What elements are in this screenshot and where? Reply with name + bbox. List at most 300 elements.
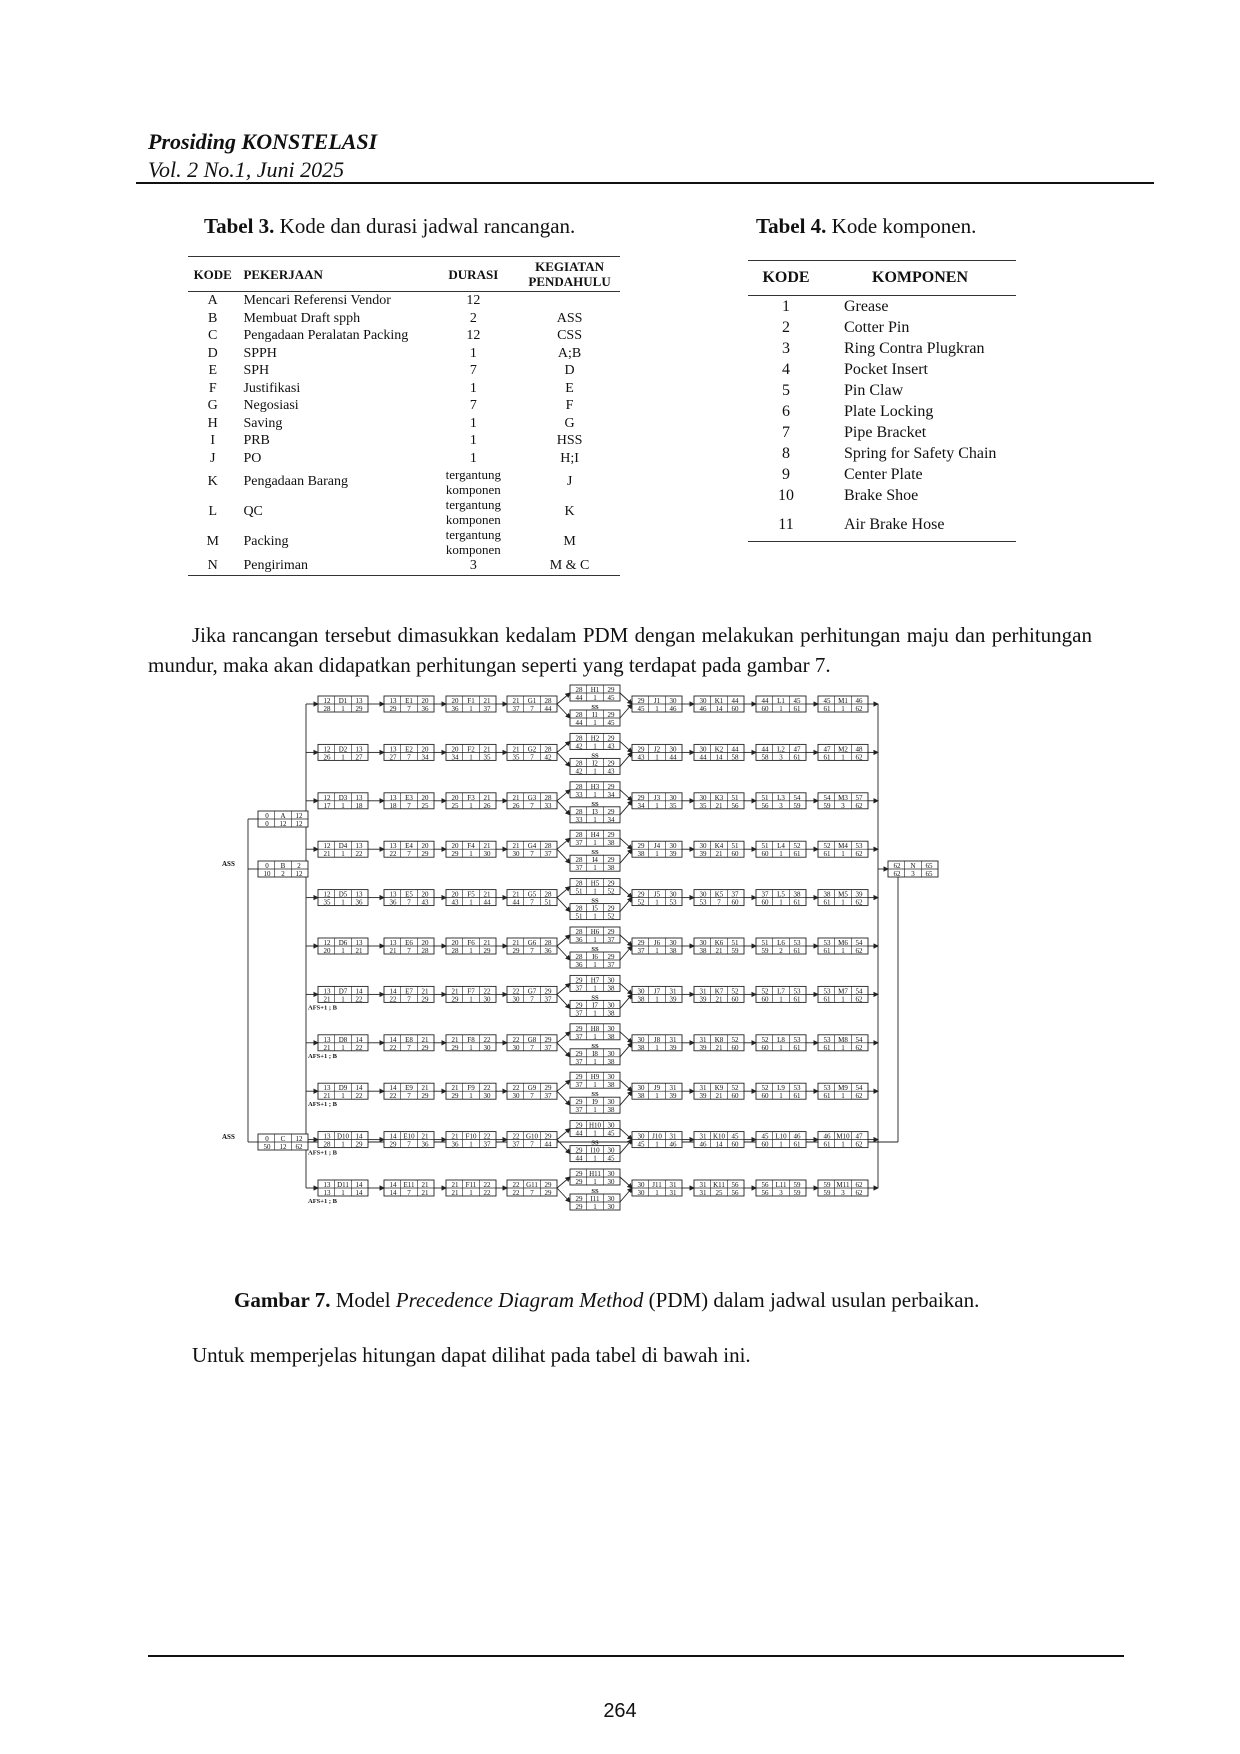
pdm-node-value: M5 bbox=[838, 890, 848, 899]
pdm-node-value: 26 bbox=[512, 801, 520, 810]
pdm-arrow bbox=[557, 1177, 570, 1188]
pdm-node-value: 38 bbox=[823, 890, 831, 899]
pdm-node-L bbox=[756, 841, 806, 858]
pdm-node-K bbox=[694, 890, 744, 907]
pdm-node-value: 21 bbox=[512, 697, 520, 705]
pdm-node-value: 37 bbox=[575, 1057, 583, 1066]
pdm-node-value: 21 bbox=[451, 1181, 459, 1189]
pdm-node-value: 1 bbox=[779, 1043, 783, 1052]
pdm-node-value: 12 bbox=[323, 793, 331, 802]
table3-cell: A;B bbox=[557, 345, 582, 361]
pdm-node-value: 42 bbox=[575, 767, 583, 776]
pdm-node-M bbox=[818, 1083, 868, 1100]
pdm-node-value: 21 bbox=[323, 1092, 331, 1101]
pdm-node-value: 7 bbox=[407, 1043, 411, 1052]
pdm-node-G bbox=[507, 1083, 557, 1100]
table4-cell: Pin Claw bbox=[844, 382, 904, 399]
pdm-node-value: G2 bbox=[527, 745, 537, 754]
table-row bbox=[188, 380, 620, 398]
pdm-node-value: 12 bbox=[323, 842, 331, 851]
pdm-arrow bbox=[557, 849, 570, 863]
table-row bbox=[188, 362, 620, 380]
pdm-node-value: 51 bbox=[761, 842, 769, 851]
pdm-node-value: 26 bbox=[483, 801, 491, 810]
table3-cell: 7 bbox=[469, 398, 477, 413]
pdm-node-value: 27 bbox=[355, 753, 363, 762]
pdm-node-value: 21 bbox=[389, 947, 397, 955]
pdm-node-value: 28 bbox=[544, 745, 552, 754]
pdm-node-value: 38 bbox=[793, 890, 801, 899]
pdm-node-E bbox=[384, 1180, 434, 1197]
pdm-node-M bbox=[818, 1035, 868, 1052]
pdm-node-value: 13 bbox=[389, 939, 397, 947]
pdm-node-value: 12 bbox=[295, 820, 303, 828]
pdm-arrow bbox=[557, 898, 570, 912]
pdm-node-value: 1 bbox=[341, 1043, 345, 1052]
pdm-node-value: 21 bbox=[451, 1189, 459, 1197]
pdm-node-value: 62 bbox=[855, 850, 863, 859]
pdm-node-value: 39 bbox=[855, 890, 863, 899]
table4-cell: Brake Shoe bbox=[844, 487, 919, 504]
pdm-node-value: 21 bbox=[483, 890, 491, 899]
pdm-node-value: 25 bbox=[715, 1189, 723, 1197]
pdm-node-value: D7 bbox=[338, 987, 348, 996]
pdm-node-value: 3 bbox=[779, 753, 783, 762]
table3-header-0: KODE bbox=[188, 257, 237, 292]
pdm-node-value: 1 bbox=[341, 898, 345, 907]
pdm-node-value: J10 bbox=[652, 1132, 662, 1141]
table3-cell: F bbox=[565, 398, 574, 413]
pdm-arrow bbox=[620, 1091, 632, 1105]
pdm-node-value: 21 bbox=[323, 995, 331, 1004]
pdm-node-L bbox=[756, 986, 806, 1003]
table4-cell: Pocket Insert bbox=[844, 361, 928, 378]
pdm-node-F bbox=[446, 1132, 496, 1149]
pdm-node-F bbox=[446, 793, 496, 810]
pdm-ass-label: ASS bbox=[222, 1133, 235, 1141]
pdm-node-value: 17 bbox=[323, 801, 331, 810]
pdm-node-value: 1 bbox=[655, 995, 659, 1004]
pdm-node-value: 38 bbox=[607, 1057, 615, 1066]
pdm-node-value: 29 bbox=[607, 904, 615, 913]
table3-cell: HSS bbox=[556, 433, 583, 448]
pdm-node-value: 44 bbox=[731, 745, 739, 754]
pdm-node-value: H10 bbox=[588, 1121, 602, 1130]
pdm-node-value: 61 bbox=[793, 1043, 801, 1052]
pdm-node-value: 50 bbox=[263, 1143, 271, 1151]
pdm-ss-label: SS bbox=[591, 1188, 599, 1195]
pdm-node-M bbox=[818, 841, 868, 858]
pdm-node-value: I6 bbox=[592, 953, 598, 961]
pdm-arrow bbox=[620, 887, 632, 898]
pdm-node-value: 56 bbox=[731, 1189, 739, 1197]
figure7-caption-italic: Precedence Diagram Method bbox=[395, 1288, 644, 1312]
pdm-node-value: 28 bbox=[323, 1140, 331, 1149]
pdm-node-E bbox=[384, 986, 434, 1003]
pdm-node-value: 43 bbox=[451, 898, 459, 907]
pdm-node-value: 37 bbox=[544, 1043, 552, 1052]
pdm-node-value: 12 bbox=[323, 939, 331, 947]
pdm-node-value: 44 bbox=[544, 705, 552, 713]
pdm-node-value: 52 bbox=[761, 1084, 769, 1093]
paragraph-1 bbox=[148, 620, 1092, 680]
pdm-node-value: 14 bbox=[389, 1181, 397, 1189]
pdm-node-value: 39 bbox=[699, 850, 707, 859]
pdm-node-value: 21 bbox=[323, 850, 331, 859]
pdm-node-I bbox=[570, 952, 620, 969]
pdm-node-value: 3 bbox=[841, 1189, 845, 1197]
pdm-node-value: 30 bbox=[669, 842, 677, 851]
pdm-node-H bbox=[570, 830, 620, 847]
pdm-node-value: 7 bbox=[530, 1189, 534, 1197]
pdm-node-value: F9 bbox=[467, 1084, 475, 1093]
pdm-arrow bbox=[557, 1188, 570, 1202]
pdm-node-value: 46 bbox=[823, 1132, 831, 1141]
pdm-node-value: I3 bbox=[592, 807, 598, 816]
pdm-node-value: 59 bbox=[823, 1189, 831, 1197]
pdm-node-value: G9 bbox=[527, 1084, 537, 1093]
pdm-node-value: 36 bbox=[451, 705, 459, 713]
pdm-node-value: 37 bbox=[575, 1106, 583, 1115]
pdm-node-value: 33 bbox=[575, 790, 583, 799]
pdm-node-value: 1 bbox=[469, 947, 473, 955]
pdm-node-value: 1 bbox=[655, 1189, 659, 1197]
pdm-node-value: 37 bbox=[483, 705, 491, 713]
pdm-node-value: M2 bbox=[838, 745, 848, 754]
pdm-node-A bbox=[258, 811, 308, 828]
pdm-node-value: 34 bbox=[451, 753, 459, 762]
pdm-node-value: 30 bbox=[607, 1001, 615, 1010]
pdm-node-value: G5 bbox=[527, 890, 537, 899]
table4 bbox=[748, 260, 1016, 542]
pdm-node-value: 1 bbox=[469, 1092, 473, 1101]
pdm-node-value: 1 bbox=[655, 1043, 659, 1052]
figure7-caption-pre: Model bbox=[335, 1288, 391, 1312]
pdm-node-value: 18 bbox=[355, 801, 363, 810]
pdm-node-value: M7 bbox=[838, 987, 848, 996]
pdm-node-value: F4 bbox=[467, 842, 475, 851]
pdm-node-value: J8 bbox=[653, 1035, 661, 1044]
pdm-arrow bbox=[620, 946, 632, 960]
pdm-node-D bbox=[318, 890, 368, 907]
table3-cell: 2 bbox=[469, 310, 477, 326]
pdm-node-value: 37 bbox=[637, 947, 645, 955]
pdm-node-D bbox=[318, 841, 368, 858]
table3-cell: 3 bbox=[469, 558, 477, 573]
pdm-node-D bbox=[318, 1132, 368, 1149]
pdm-node-value: F11 bbox=[465, 1181, 477, 1189]
pdm-node-value: 21 bbox=[421, 1132, 429, 1141]
pdm-arrow bbox=[620, 704, 632, 718]
table4-header-0: KODE bbox=[748, 261, 824, 296]
table3 bbox=[188, 256, 620, 576]
pdm-node-value: D8 bbox=[338, 1035, 348, 1044]
pdm-node-G bbox=[507, 890, 557, 907]
pdm-node-value: E8 bbox=[405, 1035, 413, 1044]
pdm-node-value: 20 bbox=[421, 793, 429, 802]
pdm-node-value: 1 bbox=[655, 705, 659, 713]
pdm-node-G bbox=[507, 696, 557, 713]
pdm-node-value: 36 bbox=[575, 961, 583, 969]
journal-volume: Vol. 2 No.1, Juni 2025 bbox=[148, 157, 345, 182]
paragraph-2-text: Untuk memperjelas hitungan dapat dilihat pada tabel di bawah ini. bbox=[192, 1343, 751, 1367]
pdm-node-I bbox=[570, 1194, 620, 1211]
pdm-node-value: 44 bbox=[544, 1140, 552, 1149]
pdm-node-value: 30 bbox=[699, 745, 707, 754]
pdm-node-value: 31 bbox=[699, 987, 707, 996]
pdm-node-value: 37 bbox=[544, 850, 552, 859]
pdm-node-value: 52 bbox=[761, 987, 769, 996]
pdm-node-value: I9 bbox=[592, 1098, 598, 1107]
pdm-node-value: 7 bbox=[407, 850, 411, 859]
pdm-node-value: 29 bbox=[544, 1084, 552, 1093]
pdm-node-value: 46 bbox=[855, 697, 863, 705]
pdm-node-value: 1 bbox=[593, 1154, 597, 1163]
pdm-arrow bbox=[557, 693, 570, 704]
pdm-node-value: 22 bbox=[355, 1092, 363, 1101]
pdm-node-value: B bbox=[280, 862, 286, 870]
table-row bbox=[748, 506, 1016, 542]
pdm-node-value: 59 bbox=[793, 1181, 801, 1189]
table3-cell: G bbox=[564, 415, 575, 431]
pdm-node-value: 22 bbox=[512, 987, 520, 996]
table-row bbox=[188, 310, 620, 328]
table3-cell: B bbox=[208, 310, 218, 326]
pdm-node-I bbox=[570, 758, 620, 775]
pdm-node-value: 29 bbox=[544, 1181, 552, 1189]
pdm-node-value: F7 bbox=[467, 987, 475, 996]
pdm-node-value: D11 bbox=[337, 1181, 349, 1189]
pdm-node-value: 61 bbox=[793, 947, 801, 955]
pdm-node-value: 21 bbox=[421, 1181, 429, 1189]
pdm-node-value: 39 bbox=[699, 995, 707, 1004]
pdm-node-value: 61 bbox=[823, 898, 831, 907]
pdm-node-value: 61 bbox=[793, 705, 801, 713]
pdm-node-H bbox=[570, 685, 620, 702]
pdm-node-value: 22 bbox=[512, 1084, 520, 1093]
pdm-node-value: 54 bbox=[855, 1084, 863, 1093]
pdm-node-H bbox=[570, 733, 620, 750]
pdm-node-value: 45 bbox=[761, 1132, 769, 1141]
pdm-node-value: 51 bbox=[761, 939, 769, 947]
pdm-node-value: 12 bbox=[323, 745, 331, 754]
pdm-node-value: 1 bbox=[593, 742, 597, 751]
pdm-node-value: 62 bbox=[893, 870, 901, 878]
table-row bbox=[748, 296, 1016, 318]
pdm-node-value: 27 bbox=[389, 753, 397, 762]
pdm-node-E bbox=[384, 890, 434, 907]
pdm-node-value: 1 bbox=[341, 1140, 345, 1149]
table3-cell: QC bbox=[243, 504, 263, 520]
table-row bbox=[188, 450, 620, 468]
pdm-node-value: 28 bbox=[544, 697, 552, 705]
pdm-node-value: 22 bbox=[483, 1181, 491, 1189]
pdm-node-value: 29 bbox=[575, 1146, 583, 1155]
pdm-node-value: 29 bbox=[637, 793, 645, 802]
pdm-node-value: 29 bbox=[575, 1121, 583, 1130]
pdm-node-value: 13 bbox=[323, 987, 331, 996]
pdm-node-value: 30 bbox=[607, 1203, 615, 1211]
pdm-node-I bbox=[570, 1049, 620, 1066]
pdm-node-L bbox=[756, 744, 806, 761]
pdm-node-value: 21 bbox=[451, 1132, 459, 1141]
pdm-node-value: 61 bbox=[793, 995, 801, 1004]
table-row bbox=[188, 467, 620, 497]
pdm-node-value: H11 bbox=[589, 1170, 601, 1178]
pdm-node-G bbox=[507, 1035, 557, 1052]
table-row bbox=[188, 292, 620, 310]
table3-cell: Pengadaan Peralatan Packing bbox=[243, 328, 409, 343]
pdm-node-value: 61 bbox=[823, 753, 831, 762]
pdm-node-value: K7 bbox=[714, 987, 724, 996]
pdm-node-value: I2 bbox=[592, 759, 598, 768]
pdm-node-value: 14 bbox=[389, 1132, 397, 1141]
pdm-node-value: 58 bbox=[761, 753, 769, 762]
pdm-node-value: 13 bbox=[389, 842, 397, 851]
pdm-node-value: 14 bbox=[389, 1035, 397, 1044]
pdm-node-value: 7 bbox=[407, 1140, 411, 1149]
pdm-node-value: 12 bbox=[323, 890, 331, 899]
pdm-node-value: 37 bbox=[512, 1140, 520, 1149]
pdm-node-value: 60 bbox=[761, 1140, 769, 1149]
pdm-node-value: 28 bbox=[575, 711, 583, 719]
pdm-node-J bbox=[632, 841, 682, 858]
pdm-node-value: 30 bbox=[669, 697, 677, 705]
pdm-node-M bbox=[818, 1132, 868, 1149]
pdm-node-value: 1 bbox=[341, 850, 345, 859]
pdm-ss-label: SS bbox=[591, 849, 599, 857]
pdm-node-value: 53 bbox=[823, 939, 831, 947]
pdm-arrow bbox=[557, 1129, 570, 1140]
table4-cell: 2 bbox=[782, 319, 790, 336]
pdm-node-value: 7 bbox=[407, 898, 411, 907]
pdm-node-value: L1 bbox=[777, 697, 785, 705]
pdm-node-value: L6 bbox=[777, 939, 785, 947]
pdm-node-value: C bbox=[280, 1135, 286, 1143]
pdm-node-value: I4 bbox=[592, 856, 598, 865]
pdm-node-value: 34 bbox=[607, 815, 615, 824]
pdm-node-value: 26 bbox=[323, 753, 331, 762]
pdm-node-value: 29 bbox=[389, 705, 397, 713]
pdm-node-value: 30 bbox=[512, 850, 520, 859]
table4-cell: Cotter Pin bbox=[844, 319, 910, 336]
pdm-node-value: 30 bbox=[483, 995, 491, 1004]
pdm-node-J bbox=[632, 938, 682, 955]
table3-cell: Negosiasi bbox=[243, 398, 299, 413]
pdm-node-value: 22 bbox=[512, 1132, 520, 1141]
pdm-node-value: 13 bbox=[389, 745, 397, 754]
pdm-node-value: 29 bbox=[544, 1132, 552, 1141]
table4-cell: 5 bbox=[782, 382, 790, 399]
table3-cell: A bbox=[207, 293, 218, 308]
pdm-node-value: 31 bbox=[699, 1084, 707, 1093]
table4-cell: 6 bbox=[782, 403, 790, 420]
pdm-node-value: 53 bbox=[793, 939, 801, 947]
pdm-node-value: 1 bbox=[841, 850, 845, 859]
table3-cell: tergantung komponen bbox=[445, 467, 501, 497]
table4-cell: 9 bbox=[782, 466, 790, 483]
pdm-node-G bbox=[507, 938, 557, 955]
table-row bbox=[748, 359, 1016, 380]
table3-cell: E bbox=[208, 363, 217, 378]
table3-cell: I bbox=[210, 433, 216, 448]
table3-cell: Saving bbox=[243, 415, 283, 431]
table3-cell: C bbox=[208, 328, 218, 343]
pdm-node-value: 62 bbox=[855, 947, 863, 955]
pdm-node-value: 0 bbox=[265, 812, 269, 820]
pdm-node-value: D4 bbox=[338, 842, 348, 851]
pdm-node-value: 1 bbox=[779, 898, 783, 907]
table3-cell: PRB bbox=[243, 433, 270, 448]
pdm-node-value: J2 bbox=[653, 745, 661, 754]
pdm-node-value: L7 bbox=[777, 987, 785, 996]
pdm-node-value: 31 bbox=[669, 1189, 677, 1197]
table4-caption-label: Tabel 4. bbox=[756, 214, 827, 238]
pdm-arrow bbox=[620, 752, 632, 766]
pdm-node-value: 38 bbox=[637, 850, 645, 859]
pdm-node-value: 13 bbox=[323, 1035, 331, 1044]
pdm-node-value: L11 bbox=[775, 1181, 787, 1189]
pdm-node-value: 3 bbox=[841, 801, 845, 810]
pdm-node-value: 60 bbox=[731, 1092, 739, 1101]
pdm-node-value: 14 bbox=[715, 705, 723, 713]
pdm-node-G bbox=[507, 1132, 557, 1149]
pdm-node-value: 20 bbox=[323, 947, 331, 955]
pdm-node-value: 20 bbox=[421, 842, 429, 851]
table3-cell: CSS bbox=[557, 328, 582, 343]
pdm-node-value: G7 bbox=[527, 987, 537, 996]
pdm-node-value: 44 bbox=[669, 753, 677, 762]
pdm-node-value: 1 bbox=[469, 850, 473, 859]
pdm-node-F bbox=[446, 890, 496, 907]
pdm-node-value: 30 bbox=[699, 842, 707, 851]
pdm-node-K bbox=[694, 1035, 744, 1052]
table4-cell: Grease bbox=[844, 298, 889, 315]
pdm-node-value: I5 bbox=[592, 904, 598, 913]
pdm-node-value: J4 bbox=[653, 842, 661, 851]
pdm-node-value: 30 bbox=[637, 1035, 645, 1044]
pdm-node-value: 31 bbox=[699, 1181, 707, 1189]
pdm-node-L bbox=[756, 890, 806, 907]
pdm-node-E bbox=[384, 841, 434, 858]
table-row bbox=[188, 397, 620, 415]
pdm-node-value: 20 bbox=[421, 890, 429, 899]
pdm-node-value: 62 bbox=[855, 753, 863, 762]
pdm-node-value: 22 bbox=[512, 1035, 520, 1044]
table4-cell: 7 bbox=[782, 424, 790, 441]
table3-cell: G bbox=[207, 398, 218, 413]
pdm-node-value: 31 bbox=[669, 987, 677, 996]
pdm-node-value: L8 bbox=[777, 1035, 785, 1044]
figure7-caption bbox=[234, 1288, 979, 1313]
pdm-node-value: 28 bbox=[451, 947, 459, 955]
pdm-node-value: 21 bbox=[421, 1189, 429, 1197]
pdm-node-value: 1 bbox=[779, 1140, 783, 1149]
table4-cell: Center Plate bbox=[844, 466, 923, 483]
pdm-node-C bbox=[258, 1134, 308, 1151]
table-row bbox=[748, 317, 1016, 338]
table3-header-3: KEGIATAN PENDAHULU bbox=[519, 257, 620, 292]
pdm-node-value: 1 bbox=[655, 898, 659, 907]
pdm-node-J bbox=[632, 1132, 682, 1149]
pdm-node-value: 14 bbox=[389, 1084, 397, 1093]
table-row bbox=[748, 338, 1016, 359]
pdm-node-value: 43 bbox=[637, 753, 645, 762]
pdm-node-value: 3 bbox=[779, 1189, 783, 1197]
pdm-node-value: 29 bbox=[637, 890, 645, 899]
pdm-node-value: 1 bbox=[469, 705, 473, 713]
pdm-node-value: 7 bbox=[530, 753, 534, 762]
